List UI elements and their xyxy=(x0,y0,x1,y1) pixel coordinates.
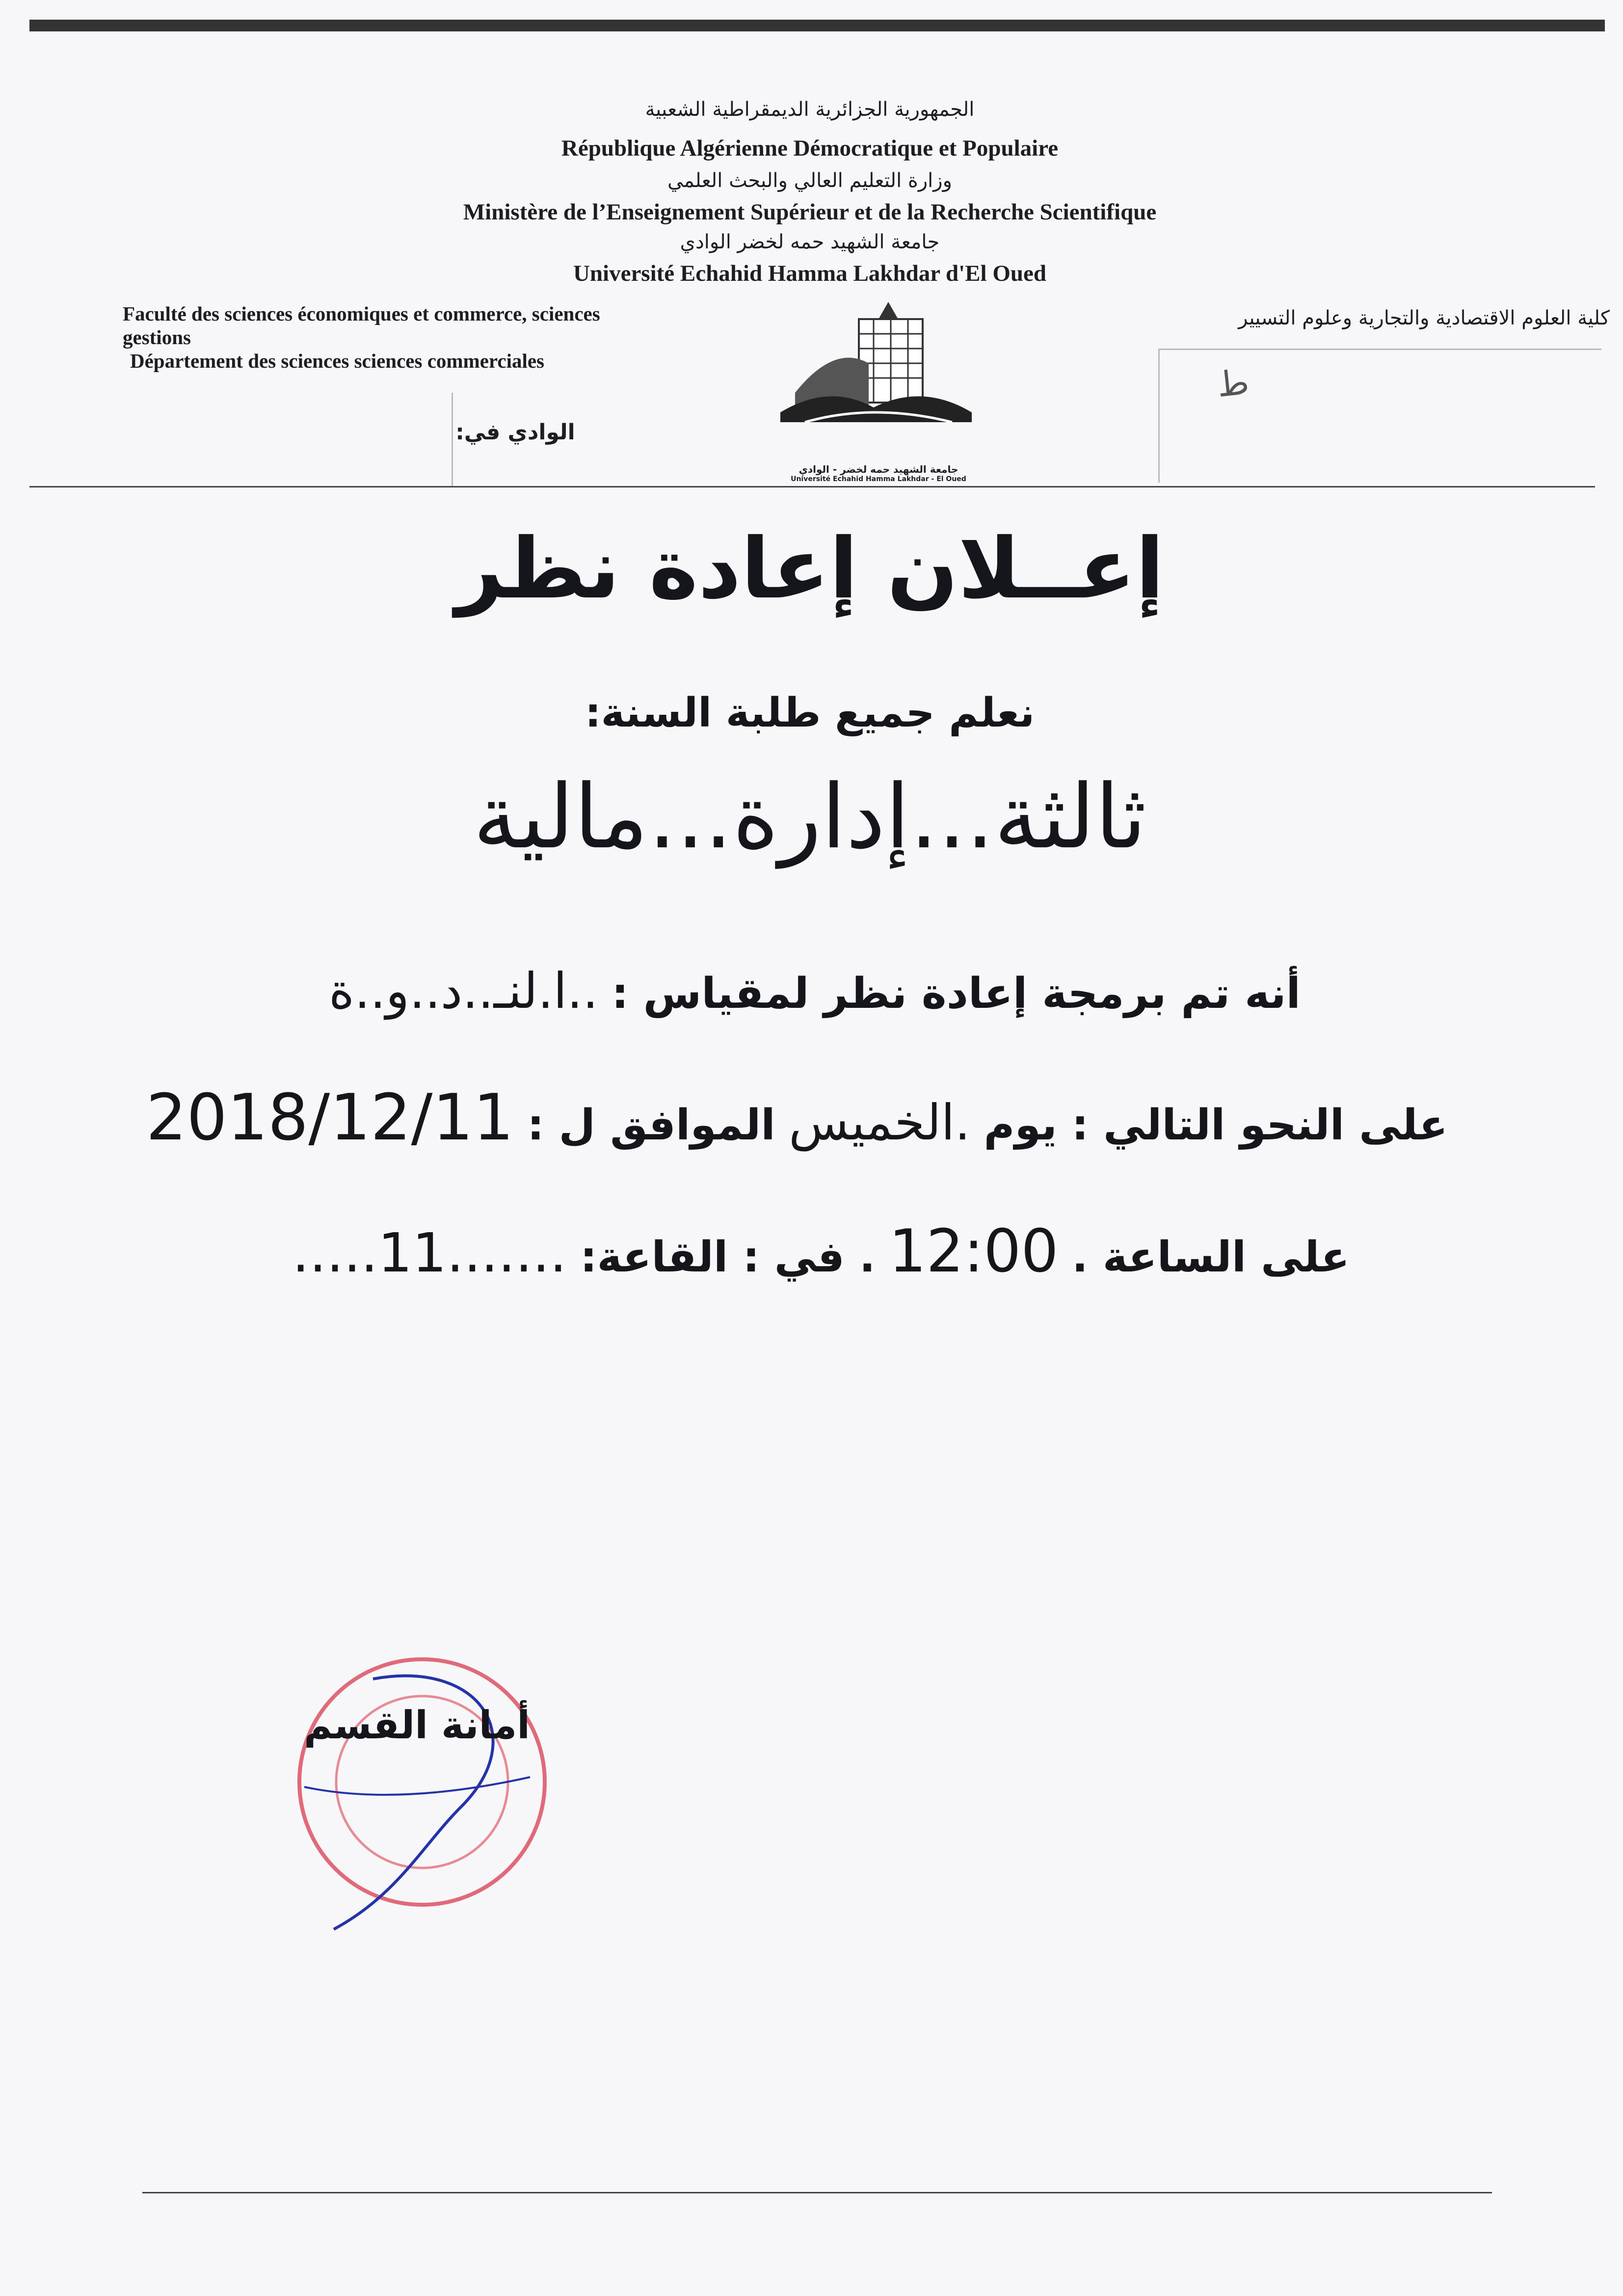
republic-fr: République Algérienne Démocratique et Populaire xyxy=(561,135,1059,161)
time-room-line xyxy=(270,1217,1350,1286)
department-fr: Département des sciences sciences commerciales xyxy=(130,350,545,372)
faculty-ar: كلية العلوم الاقتصادية والتجارية وعلوم التسيير xyxy=(1238,307,1610,329)
date-value: 2018/12/11 xyxy=(146,1080,514,1155)
university-ar: جامعة الشهيد حمه لخضر الوادي xyxy=(680,231,940,253)
republic-ar: الجمهورية الجزائرية الديمقراطية الشعبية xyxy=(645,98,975,121)
header-divider xyxy=(29,486,1595,487)
ministry-ar: وزارة التعليم العالي والبحث العلمي xyxy=(667,169,952,192)
room-value: .....11....... xyxy=(292,1221,567,1284)
secretariat-label: أمانة القسم xyxy=(304,1703,530,1748)
faculty-fr xyxy=(123,302,761,373)
scan-top-bar xyxy=(29,20,1605,31)
announcement-title: إعــلان إعادة نظر xyxy=(455,520,1165,618)
faculty-fr-line1: Faculté des sciences économiques et commerce, sciences xyxy=(123,302,600,325)
department-stamp xyxy=(275,1640,569,1934)
room-label: . في : القاعة: xyxy=(580,1233,876,1282)
time-value: 12:00 xyxy=(888,1217,1059,1286)
university-logo xyxy=(775,299,982,483)
module-name: ..ا.لنـ..د..و..ة xyxy=(328,962,598,1020)
stamp-graphic xyxy=(275,1640,569,1934)
day-value: .الخميس xyxy=(789,1094,971,1151)
schedule-label: على النحو التالي : يوم xyxy=(984,1101,1448,1150)
study-year: ثالثة...إدارة...مالية xyxy=(473,766,1147,868)
logo-caption-ar: جامعة الشهيد حمه لخضر - الوادي xyxy=(798,463,958,475)
university-fr: Université Echahid Hamma Lakhdar d'El Oued xyxy=(573,261,1047,286)
time-label: على الساعة . xyxy=(1072,1233,1350,1282)
footer-divider xyxy=(142,2192,1492,2193)
eloued-date-label: الوادي في: xyxy=(455,420,575,445)
schedule-line xyxy=(74,1080,1448,1155)
date-box xyxy=(98,393,453,487)
ministry-fr: Ministère de l’Enseignement Supérieur et de la Recherche Scientifique xyxy=(463,199,1157,225)
visa-initials: ط xyxy=(1215,361,1251,405)
corresponding-label: الموافق ل : xyxy=(527,1101,775,1150)
notify-students: نعلم جميع طلبة السنة: xyxy=(585,690,1035,736)
module-line xyxy=(319,962,1301,1020)
faculty-fr-line2: gestions xyxy=(123,326,191,349)
programmed-label: أنه تم برمجة إعادة نظر لمقياس : xyxy=(612,969,1301,1018)
university-logo-graphic xyxy=(775,299,982,461)
logo-caption-fr: Université Echahid Hamma Lakhdar - El Oued xyxy=(791,475,966,483)
